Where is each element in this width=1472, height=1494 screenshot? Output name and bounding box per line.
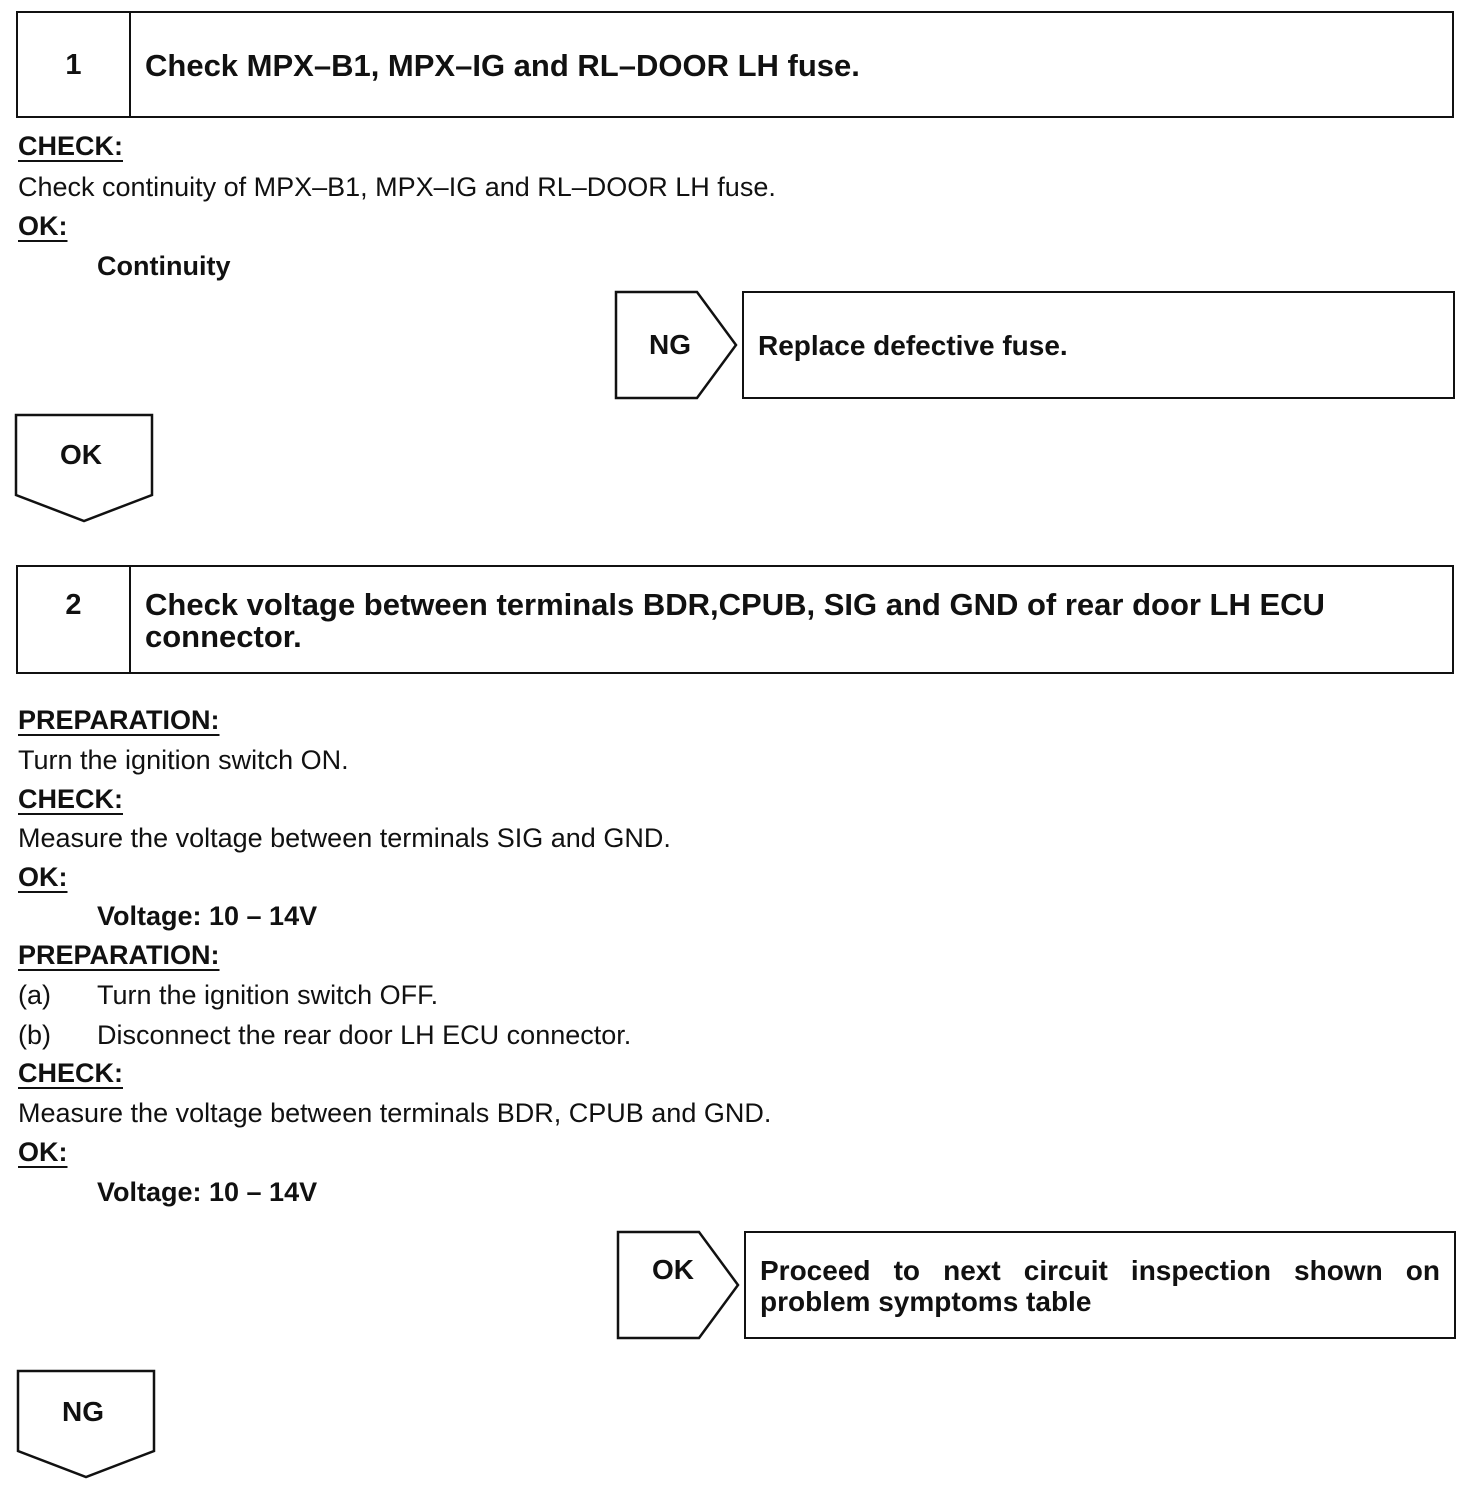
ok-result-box — [744, 1231, 1456, 1339]
preparation-text: Turn the ignition switch ON. — [18, 745, 349, 775]
ok-label: OK: — [18, 1137, 68, 1167]
step-title: Check voltage between terminals BDR,CPUB, SIG and GND of rear door LH ECU connector. — [145, 587, 1325, 654]
check-text: Measure the voltage between terminals BDR, CPUB and GND. — [18, 1098, 772, 1128]
ok-value: Voltage: 10 – 14V — [97, 901, 318, 931]
list-item-key: (a) — [18, 980, 51, 1010]
check-text: Measure the voltage between terminals SIG and GND. — [18, 823, 671, 853]
step-2-header — [16, 565, 1454, 674]
check-label: CHECK: — [18, 131, 123, 161]
ok-result-text: Proceed to next circuit inspection shown on problem symptoms table — [760, 1255, 1440, 1317]
list-item-text: Disconnect the rear door LH ECU connector. — [97, 1020, 632, 1050]
ok-arrow-shape — [617, 1231, 741, 1341]
step-title: Check MPX–B1, MPX–IG and RL–DOOR LH fuse. — [145, 48, 860, 83]
check-label: CHECK: — [18, 784, 123, 814]
ok-label: OK: — [18, 211, 68, 241]
ok-value: Continuity — [97, 251, 231, 281]
step-number: 1 — [18, 13, 131, 116]
ng-down-branch-label: NG — [62, 1396, 104, 1427]
ng-result-box — [742, 291, 1455, 399]
list-item-key: (b) — [18, 1020, 51, 1050]
preparation-label: PREPARATION: — [18, 705, 220, 735]
step-number: 2 — [18, 567, 131, 672]
check-label: CHECK: — [18, 1058, 123, 1088]
list-item-text: Turn the ignition switch OFF. — [97, 980, 439, 1010]
ok-label: OK: — [18, 862, 68, 892]
step-1-header — [16, 11, 1454, 118]
ng-result-text: Replace defective fuse. — [758, 329, 1068, 361]
ng-branch-label: NG — [649, 329, 691, 360]
preparation-label: PREPARATION: — [18, 940, 220, 970]
ok-value: Voltage: 10 – 14V — [97, 1177, 318, 1207]
ok-branch-label: OK — [652, 1254, 694, 1285]
ok-down-branch-label: OK — [60, 439, 102, 470]
check-text: Check continuity of MPX–B1, MPX–IG and RL–DOOR LH fuse. — [18, 172, 776, 202]
